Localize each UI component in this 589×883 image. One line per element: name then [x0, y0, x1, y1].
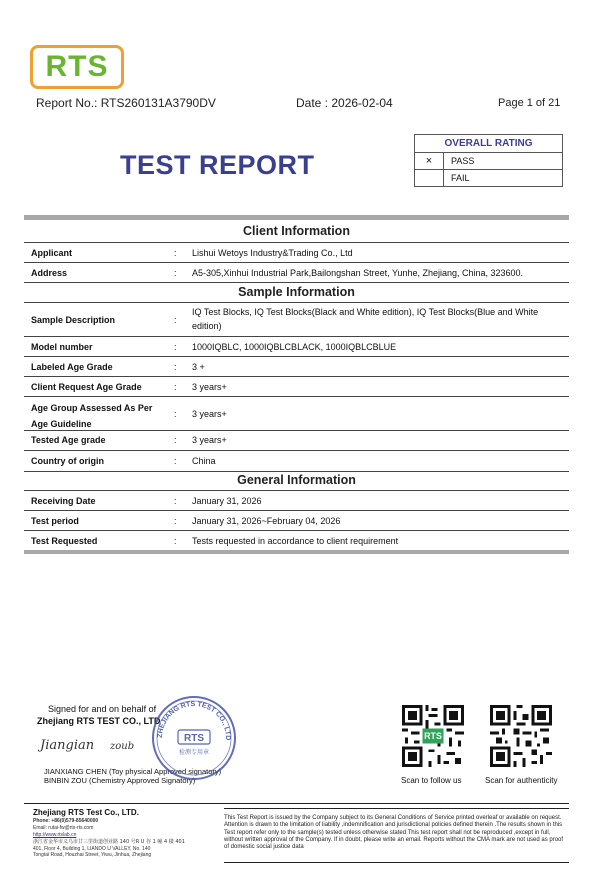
section-sample-information: Sample Information — [238, 285, 355, 299]
table-bottom-bar — [24, 550, 569, 554]
divider — [24, 510, 569, 511]
divider — [24, 530, 569, 531]
colon: : — [174, 496, 177, 506]
rating-label-fail: FAIL — [451, 173, 470, 183]
footer-website-link[interactable]: http://www.rtslab.cn — [33, 832, 77, 838]
label-model-number: Model number — [31, 342, 93, 352]
stamp-center-text: RTS — [184, 733, 204, 744]
rating-heading: OVERALL RATING — [415, 135, 562, 153]
divider — [24, 282, 569, 283]
value-age-group-assessed: 3 years+ — [192, 409, 227, 419]
page-title: TEST REPORT — [120, 150, 315, 180]
label-address: Address — [31, 268, 68, 278]
value-test-requested: Tests requested in accordance to client requirement — [192, 536, 399, 546]
divider — [24, 490, 569, 491]
label-receiving-date: Receiving Date — [31, 496, 96, 506]
handwritten-signature-chen: Jiangian — [40, 738, 95, 753]
rating-row-pass — [415, 153, 562, 170]
label-applicant: Applicant — [31, 248, 73, 258]
signatory-chen: JIANXIANG CHEN (Toy physical Approved signatory) — [44, 767, 222, 776]
divider — [24, 450, 569, 451]
colon: : — [174, 315, 177, 325]
footer-address-en-2: Tongtai Road, Houzhai Street, Yiwu, Jinhua, Zhejiang — [33, 852, 152, 858]
label-labeled-age-grade: Labeled Age Grade — [31, 362, 113, 372]
colon: : — [174, 382, 177, 392]
colon: : — [174, 456, 177, 466]
value-applicant: Lishui Wetoys Industry&Trading Co., Ltd — [192, 248, 353, 258]
stamp-arc-text: ZHEJIANG RTS TEST CO., LTD — [156, 700, 232, 741]
disclaimer-top-rule — [224, 808, 569, 809]
table-top-bar — [24, 215, 569, 220]
value-client-request-age-grade: 3 years+ — [192, 382, 227, 392]
rating-label-pass: PASS — [451, 156, 475, 166]
signatory-zou: BINBIN ZOU (Chemistry Approved Signatory) — [44, 776, 196, 785]
divider — [24, 471, 569, 472]
stamp-cn-text: 检测专用章 — [178, 749, 210, 756]
rating-row-fail — [415, 170, 562, 186]
label-test-requested: Test Requested — [31, 536, 98, 546]
footer-address-en-1: 401, Floor 4, Building 1, LIANDO U VALLEY, No. 140 — [33, 846, 151, 852]
value-test-period: January 31, 2026~February 04, 2026 — [192, 516, 341, 526]
footer-address-cn: 浙江省金华市义乌市廿三里街道创业路 140 号R U 谷 1 幢 4 楼 401 — [33, 839, 185, 845]
signing-company: Zhejiang RTS TEST CO., LTD — [37, 716, 161, 726]
qr-logo-text: RTS — [424, 731, 442, 742]
footer-phone: Phone: +86(0)579-85640000 — [33, 818, 99, 824]
footer-divider — [24, 803, 569, 804]
qr-code-authenticity[interactable] — [490, 705, 552, 767]
divider — [24, 242, 569, 243]
company-seal-stamp — [150, 694, 238, 782]
label-country-of-origin: Country of origin — [31, 456, 104, 466]
divider — [24, 336, 569, 337]
logo-text: RTS — [45, 50, 109, 83]
divider — [24, 376, 569, 377]
qr-caption-authenticity: Scan for authenticity — [485, 776, 558, 785]
value-sample-description: IQ Test Blocks, IQ Test Blocks(Black and White edition), IQ Test Blocks(Blue and White edition) — [192, 307, 539, 331]
colon: : — [174, 248, 177, 258]
value-model-number: 1000IQBLC, 1000IQBLCBLACK, 1000IQBLCBLUE — [192, 342, 397, 352]
value-receiving-date: January 31, 2026 — [192, 496, 262, 506]
page-number: Page 1 of 21 — [498, 97, 561, 109]
handwritten-signature-zou: zoub — [110, 741, 135, 752]
signed-on-behalf: Signed for and on behalf of — [48, 704, 157, 714]
footer-disclaimer: This Test Report is issued by the Company subject to its General Conditions of Service printed overleaf or available on request. Attention is drawn to the limitation of liability ,indemnification and jurisdictional policies defined therein .The results shown in this Test report refer only to the sample(s) tested unless otherwise stated This test report shall not be reproduced ,except in full, without written approval of the Company. If in doubt, please write an email. Reports without the CMA mark are not used as proof of domestic social justice data — [224, 815, 564, 851]
divider — [24, 356, 569, 357]
value-country-of-origin: China — [192, 456, 216, 466]
qr-code-follow[interactable] — [402, 705, 464, 767]
label-test-period: Test period — [31, 516, 79, 526]
value-tested-age-grade: 3 years+ — [192, 435, 227, 445]
rts-logo — [30, 45, 124, 89]
colon: : — [174, 536, 177, 546]
value-address: A5-305,Xinhui Industrial Park,Bailongshan Street, Yunhe, Zhejiang, China, 323600. — [192, 268, 524, 278]
divider — [24, 430, 569, 431]
label-age-group-assessed: Age Group Assessed As Per Age Guideline — [31, 403, 153, 429]
colon: : — [174, 268, 177, 278]
section-general-information: General Information — [237, 473, 356, 487]
colon: : — [174, 362, 177, 372]
divider — [24, 302, 569, 303]
label-client-request-age-grade: Client Request Age Grade — [31, 382, 142, 392]
divider — [24, 262, 569, 263]
label-tested-age-grade: Tested Age grade — [31, 435, 106, 445]
divider — [24, 396, 569, 397]
value-labeled-age-grade: 3 + — [192, 362, 205, 372]
colon: : — [174, 516, 177, 526]
label-sample-description: Sample Description — [31, 315, 116, 325]
qr-caption-follow: Scan to follow us — [401, 776, 462, 785]
colon: : — [174, 435, 177, 445]
report-date: Date : 2026-02-04 — [296, 96, 393, 110]
footer-company: Zhejiang RTS Test Co., LTD. — [33, 808, 139, 817]
rating-checkbox-fail — [415, 170, 444, 186]
overall-rating-box — [414, 134, 563, 187]
colon: : — [174, 409, 177, 419]
disclaimer-bottom-rule — [224, 862, 569, 863]
rating-checkbox-pass: × — [415, 153, 444, 169]
footer-email[interactable]: Email: rutai-fw@rts-rts.com — [33, 825, 94, 831]
report-number: Report No.: RTS260131A3790DV — [36, 96, 216, 110]
section-client-information: Client Information — [243, 224, 350, 238]
colon: : — [174, 342, 177, 352]
